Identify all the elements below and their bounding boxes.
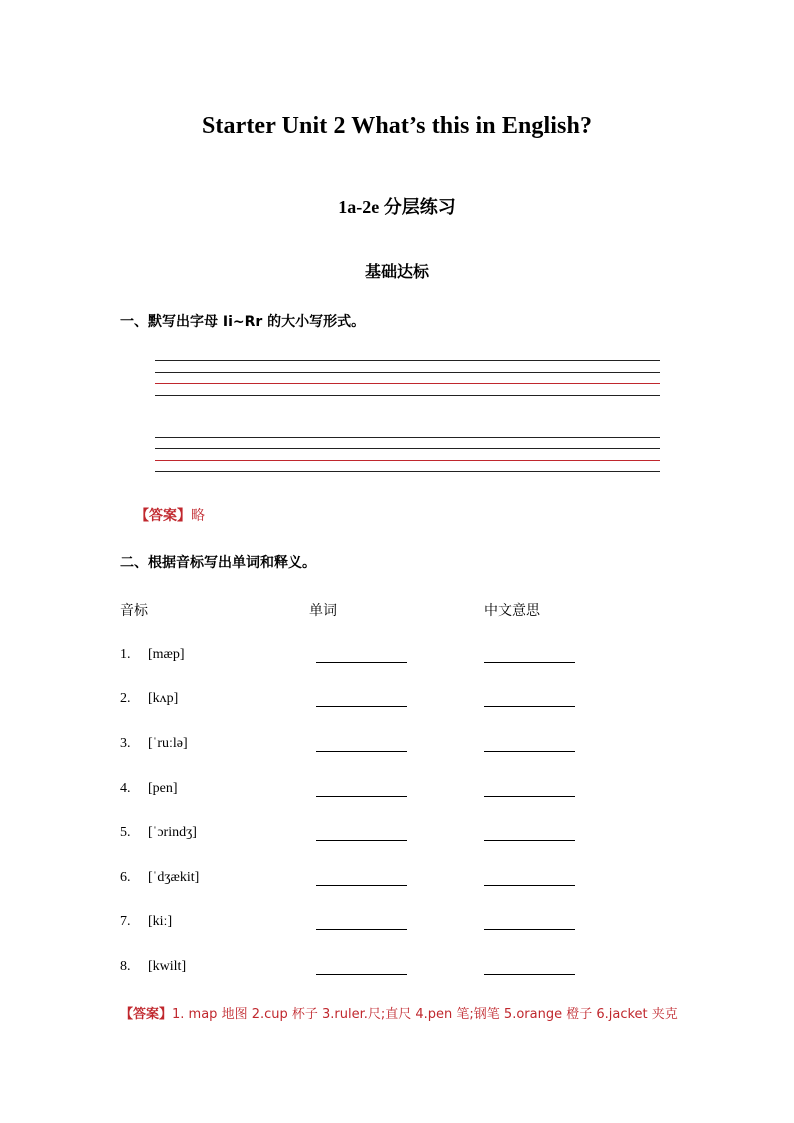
writing-line	[155, 372, 660, 373]
item-number: 4.	[120, 781, 131, 796]
writing-line	[155, 471, 660, 472]
question-2-heading: 二、根据音标写出单词和释义。	[120, 555, 316, 571]
question-1-answer	[135, 505, 205, 525]
exercise-row	[0, 825, 794, 845]
answer-text: 1. map 地图 2.cup 杯子 3.ruler.尺;直尺 4.pen 笔;钢笔 5.orange 橙子 6.jacket 夹克	[172, 1007, 678, 1022]
column-header-meaning: 中文意思	[484, 603, 540, 619]
item-number: 7.	[120, 914, 131, 929]
word-blank[interactable]	[316, 929, 407, 930]
answer-label: 【答案】	[120, 1007, 173, 1022]
exercise-row	[0, 736, 794, 756]
section-title: 基础达标	[364, 262, 429, 281]
phonetic-text: [pen]	[148, 781, 178, 796]
meaning-blank[interactable]	[484, 929, 575, 930]
meaning-blank[interactable]	[484, 885, 575, 886]
phonetic-text: [kiː]	[148, 914, 173, 929]
column-header-word: 单词	[309, 603, 337, 619]
exercise-row	[0, 647, 794, 667]
lesson-subtitle: 1a-2e 分层练习	[338, 197, 456, 217]
meaning-blank[interactable]	[484, 796, 575, 797]
writing-line	[155, 360, 660, 361]
exercise-row	[0, 781, 794, 801]
exercise-row	[0, 959, 794, 979]
phonetic-text: [ˈdʒækit]	[148, 870, 200, 885]
exercise-row	[0, 870, 794, 890]
word-blank[interactable]	[316, 885, 407, 886]
item-number: 1.	[120, 647, 131, 662]
writing-baseline-red	[155, 460, 660, 461]
item-number: 6.	[120, 870, 131, 885]
meaning-blank[interactable]	[484, 840, 575, 841]
question-1-heading: 一、默写出字母 Ii~Rr 的大小写形式。	[120, 314, 366, 330]
word-blank[interactable]	[316, 662, 407, 663]
answer-text: 略	[191, 508, 205, 524]
writing-baseline-red	[155, 383, 660, 384]
document-title: Starter Unit 2 What’s this in English?	[201, 113, 593, 139]
phonetic-text: [mæp]	[148, 647, 185, 662]
exercise-row	[0, 914, 794, 934]
writing-line	[155, 395, 660, 396]
phonetic-text: [kʌp]	[148, 691, 179, 706]
writing-line	[155, 437, 660, 438]
item-number: 5.	[120, 825, 131, 840]
meaning-blank[interactable]	[484, 662, 575, 663]
meaning-blank[interactable]	[484, 974, 575, 975]
item-number: 2.	[120, 691, 131, 706]
meaning-blank[interactable]	[484, 706, 575, 707]
question-2-answer	[120, 1003, 678, 1022]
answer-label: 【答案】	[135, 508, 191, 524]
meaning-blank[interactable]	[484, 751, 575, 752]
exercise-row	[0, 691, 794, 711]
word-blank[interactable]	[316, 840, 407, 841]
word-blank[interactable]	[316, 974, 407, 975]
word-blank[interactable]	[316, 706, 407, 707]
phonetic-text: [ˈruːlə]	[148, 736, 188, 751]
word-blank[interactable]	[316, 796, 407, 797]
item-number: 3.	[120, 736, 131, 751]
writing-line	[155, 448, 660, 449]
column-header-phonetic: 音标	[120, 603, 148, 619]
phonetic-text: [ˈɔrindʒ]	[148, 825, 197, 840]
phonetic-text: [kwilt]	[148, 959, 187, 974]
word-blank[interactable]	[316, 751, 407, 752]
item-number: 8.	[120, 959, 131, 974]
